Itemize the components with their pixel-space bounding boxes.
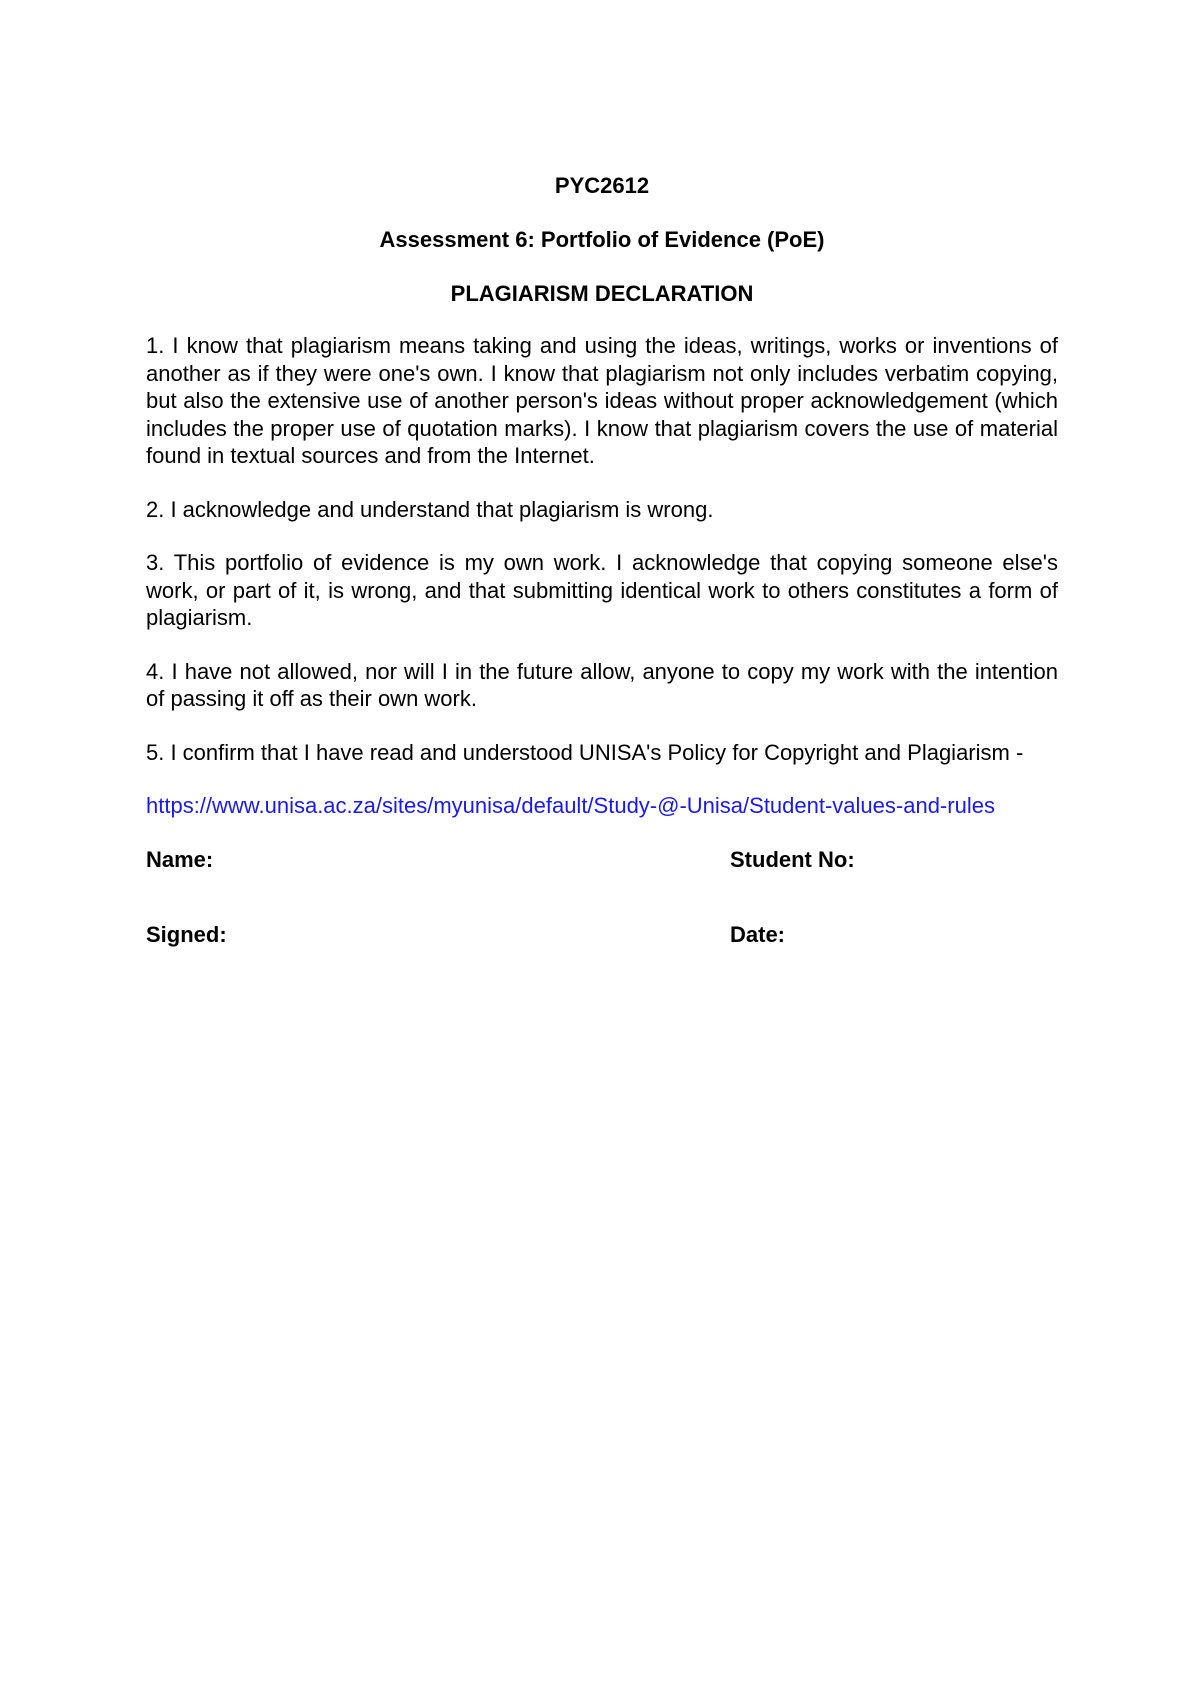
course-code: PYC2612 (554, 173, 650, 198)
declaration-paragraph-4: 4. I have not allowed, nor will I in the future allow, anyone to copy my work with the intention of passing it off as their own work. (146, 658, 1058, 711)
signed-label: Signed: (146, 921, 227, 947)
signed-date-row (146, 921, 1058, 949)
declaration-page (146, 172, 1058, 949)
assessment-title: Assessment 6: Portfolio of Evidence (PoE) (379, 227, 825, 252)
declaration-paragraph-2: 2. I acknowledge and understand that plagiarism is wrong. (146, 496, 714, 522)
declaration-paragraph-5: 5. I confirm that I have read and understood UNISA's Policy for Copyright and Plagiarism - (146, 739, 1024, 765)
declaration-paragraph-1: 1. I know that plagiarism means taking and using the ideas, writings, works or inventions of another as if they were one's own. I know that plagiarism not only includes verbatim copying, but also the extensive use of another person's ideas without proper acknowledgement (which includes the proper use of quotation marks). I know that plagiarism covers the use of material found in textual sources and from the Internet. (146, 333, 1058, 468)
date-label: Date: (730, 921, 786, 947)
declaration-title: PLAGIARISM DECLARATION (450, 281, 754, 306)
declaration-paragraph-3: 3. This portfolio of evidence is my own work. I acknowledge that copying someone else's work, or part of it, is wrong, and that submitting identical work to others constitutes a form of plagiarism. (146, 550, 1058, 630)
name-student-row (146, 846, 1058, 874)
name-label: Name: (146, 846, 214, 872)
student-no-label: Student No: (730, 846, 855, 872)
policy-link[interactable]: https://www.unisa.ac.za/sites/myunisa/default/Study-@-Unisa/Student-values-and-rules (146, 793, 995, 818)
